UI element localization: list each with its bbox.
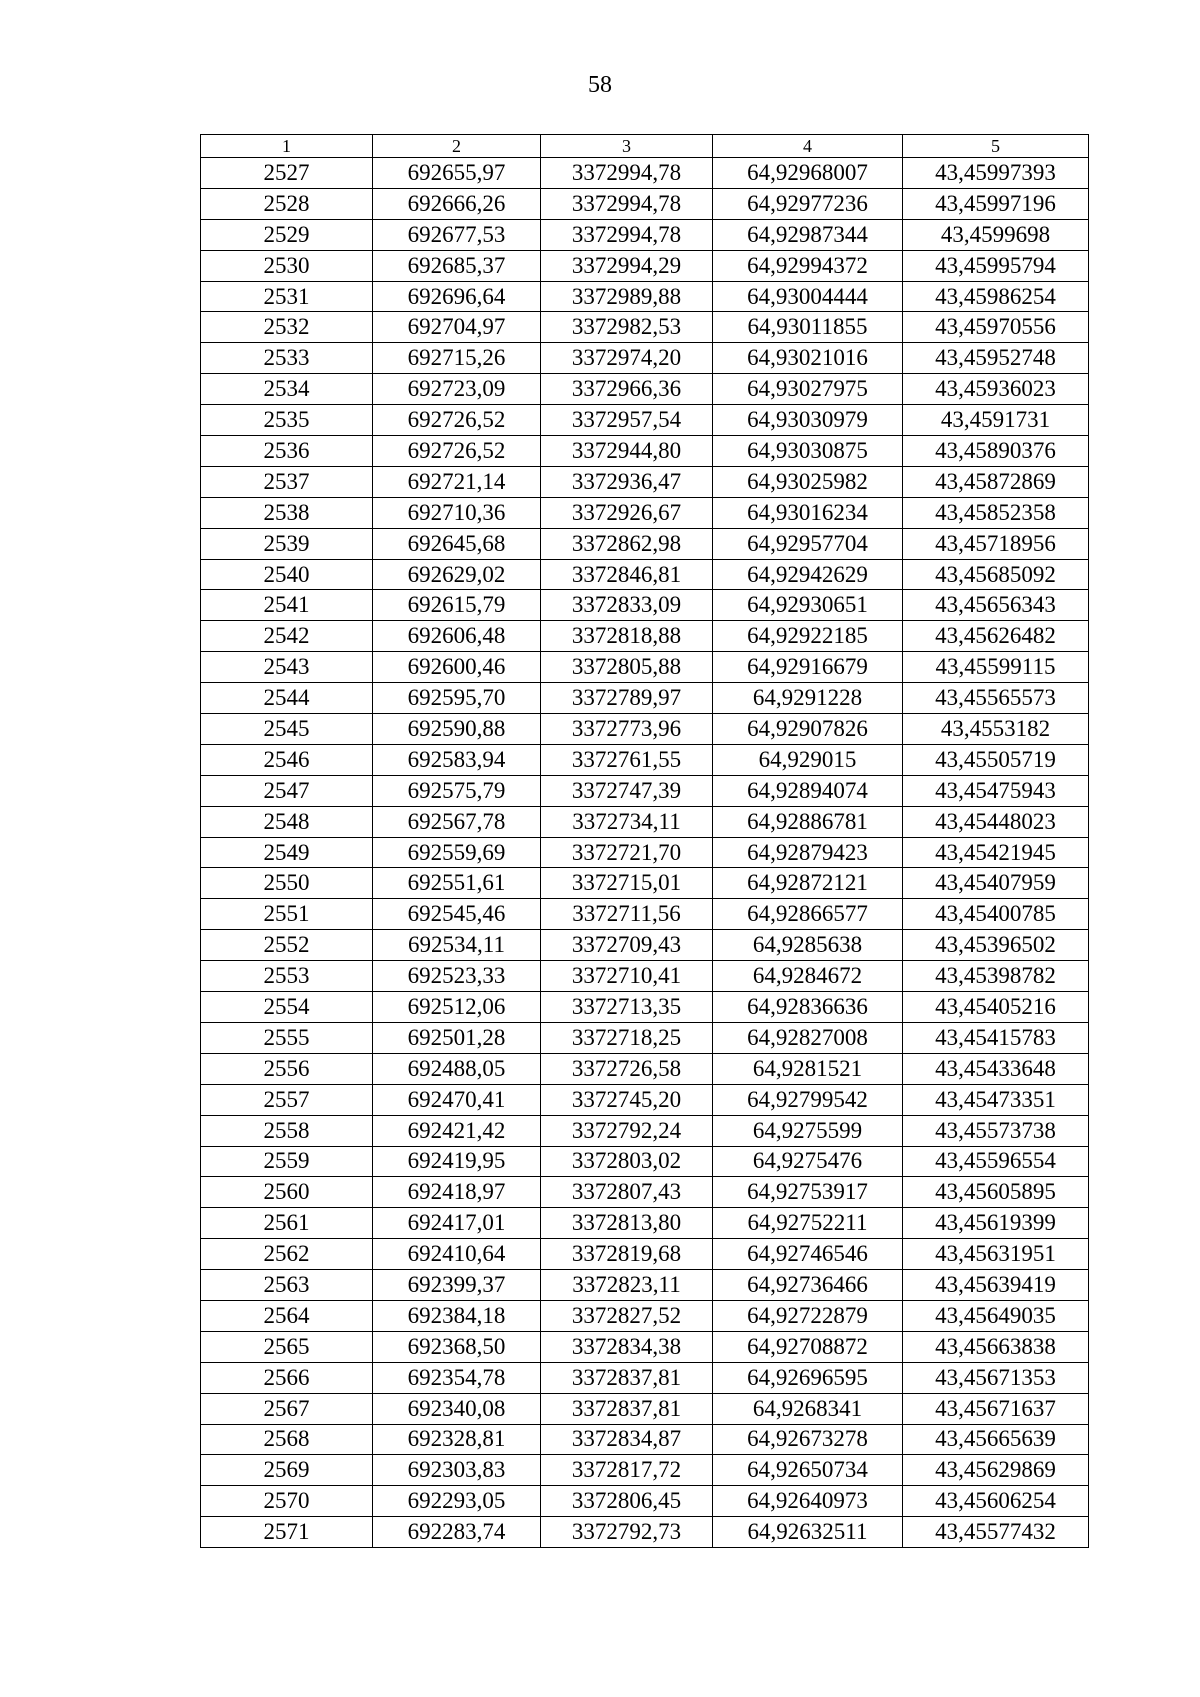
table-cell-col-3: 3372792,24 (541, 1115, 713, 1146)
table-cell-col-5: 43,45407959 (903, 868, 1089, 899)
table-cell-col-1: 2556 (201, 1053, 373, 1084)
table-cell-col-2: 692723,09 (373, 374, 541, 405)
table-cell-col-1: 2530 (201, 250, 373, 281)
table-cell-col-5: 43,45565573 (903, 683, 1089, 714)
column-header-3: 3 (541, 135, 713, 158)
table-cell-col-5: 43,45872869 (903, 466, 1089, 497)
table-cell-col-4: 64,92879423 (713, 837, 903, 868)
table-cell-col-4: 64,92994372 (713, 250, 903, 281)
table-cell-col-3: 3372710,41 (541, 961, 713, 992)
table-header (201, 135, 1089, 158)
table-cell-col-2: 692551,61 (373, 868, 541, 899)
table-cell-col-5: 43,45599115 (903, 652, 1089, 683)
table-cell-col-2: 692501,28 (373, 1022, 541, 1053)
table-cell-col-1: 2553 (201, 961, 373, 992)
column-header-4: 4 (713, 135, 903, 158)
table-cell-col-3: 3372805,88 (541, 652, 713, 683)
table-cell-col-5: 43,45936023 (903, 374, 1089, 405)
table-cell-col-5: 43,45665639 (903, 1424, 1089, 1455)
table-cell-col-2: 692328,81 (373, 1424, 541, 1455)
table-cell-col-2: 692340,08 (373, 1393, 541, 1424)
table-cell-col-2: 692545,46 (373, 899, 541, 930)
table-cell-col-1: 2529 (201, 219, 373, 250)
table-cell-col-4: 64,93021016 (713, 343, 903, 374)
table-cell-col-4: 64,92968007 (713, 158, 903, 189)
table-cell-col-2: 692645,68 (373, 528, 541, 559)
table-cell-col-2: 692384,18 (373, 1300, 541, 1331)
table-row (201, 1331, 1089, 1362)
table-cell-col-3: 3372994,78 (541, 219, 713, 250)
table-cell-col-1: 2538 (201, 497, 373, 528)
table-row (201, 992, 1089, 1023)
table-cell-col-3: 3372966,36 (541, 374, 713, 405)
table-cell-col-3: 3372837,81 (541, 1393, 713, 1424)
table-cell-col-5: 43,45433648 (903, 1053, 1089, 1084)
table-row (201, 621, 1089, 652)
table-cell-col-5: 43,45663838 (903, 1331, 1089, 1362)
table-cell-col-4: 64,93016234 (713, 497, 903, 528)
table-row (201, 559, 1089, 590)
table-cell-col-2: 692696,64 (373, 281, 541, 312)
table-cell-col-4: 64,92866577 (713, 899, 903, 930)
table-cell-col-5: 43,45649035 (903, 1300, 1089, 1331)
table-cell-col-5: 43,4599698 (903, 219, 1089, 250)
table-cell-col-5: 43,45505719 (903, 744, 1089, 775)
table-cell-col-2: 692368,50 (373, 1331, 541, 1362)
table-cell-col-2: 692655,97 (373, 158, 541, 189)
table-cell-col-4: 64,92753917 (713, 1177, 903, 1208)
table-row (201, 405, 1089, 436)
table-cell-col-1: 2564 (201, 1300, 373, 1331)
table-cell-col-1: 2567 (201, 1393, 373, 1424)
table-cell-col-5: 43,4553182 (903, 714, 1089, 745)
table-cell-col-3: 3372745,20 (541, 1084, 713, 1115)
table-cell-col-3: 3372734,11 (541, 806, 713, 837)
table-cell-col-1: 2550 (201, 868, 373, 899)
table-cell-col-2: 692399,37 (373, 1270, 541, 1301)
table-cell-col-4: 64,92736466 (713, 1270, 903, 1301)
table-cell-col-3: 3372926,67 (541, 497, 713, 528)
table-cell-col-1: 2536 (201, 436, 373, 467)
table-cell-col-3: 3372989,88 (541, 281, 713, 312)
table-cell-col-4: 64,92827008 (713, 1022, 903, 1053)
table-cell-col-3: 3372936,47 (541, 466, 713, 497)
table-cell-col-5: 43,45606254 (903, 1486, 1089, 1517)
table-cell-col-2: 692421,42 (373, 1115, 541, 1146)
table-cell-col-1: 2542 (201, 621, 373, 652)
column-header-2: 2 (373, 135, 541, 158)
header-row (201, 135, 1089, 158)
table-cell-col-4: 64,9284672 (713, 961, 903, 992)
table-cell-col-3: 3372818,88 (541, 621, 713, 652)
table-row (201, 1486, 1089, 1517)
table-cell-col-2: 692410,64 (373, 1239, 541, 1270)
table-cell-col-3: 3372982,53 (541, 312, 713, 343)
table-cell-col-5: 43,45718956 (903, 528, 1089, 559)
table-cell-col-1: 2537 (201, 466, 373, 497)
table-cell-col-2: 692417,01 (373, 1208, 541, 1239)
table-row (201, 683, 1089, 714)
table-row (201, 1146, 1089, 1177)
table-cell-col-1: 2557 (201, 1084, 373, 1115)
table-cell-col-3: 3372974,20 (541, 343, 713, 374)
table-cell-col-4: 64,93004444 (713, 281, 903, 312)
table-row (201, 652, 1089, 683)
table-cell-col-1: 2552 (201, 930, 373, 961)
table-cell-col-1: 2534 (201, 374, 373, 405)
table-cell-col-4: 64,9275476 (713, 1146, 903, 1177)
table-cell-col-2: 692293,05 (373, 1486, 541, 1517)
table-cell-col-4: 64,92752211 (713, 1208, 903, 1239)
table-cell-col-1: 2546 (201, 744, 373, 775)
table-cell-col-2: 692590,88 (373, 714, 541, 745)
table-cell-col-4: 64,93011855 (713, 312, 903, 343)
table-cell-col-5: 43,45448023 (903, 806, 1089, 837)
table-cell-col-2: 692354,78 (373, 1362, 541, 1393)
table-cell-col-4: 64,93030875 (713, 436, 903, 467)
table-row (201, 1393, 1089, 1424)
table-cell-col-3: 3372994,78 (541, 158, 713, 189)
table-cell-col-5: 43,45473351 (903, 1084, 1089, 1115)
table-cell-col-1: 2528 (201, 188, 373, 219)
table-cell-col-5: 43,45475943 (903, 775, 1089, 806)
table-cell-col-4: 64,92872121 (713, 868, 903, 899)
table-cell-col-1: 2527 (201, 158, 373, 189)
table-cell-col-5: 43,45619399 (903, 1208, 1089, 1239)
table-row (201, 930, 1089, 961)
table-cell-col-4: 64,9268341 (713, 1393, 903, 1424)
table-row (201, 219, 1089, 250)
table-row (201, 899, 1089, 930)
table-cell-col-3: 3372957,54 (541, 405, 713, 436)
table-cell-col-3: 3372994,78 (541, 188, 713, 219)
table-row (201, 1270, 1089, 1301)
table-cell-col-2: 692303,83 (373, 1455, 541, 1486)
table-cell-col-5: 43,45577432 (903, 1517, 1089, 1548)
table-cell-col-2: 692583,94 (373, 744, 541, 775)
table-cell-col-5: 43,45629869 (903, 1455, 1089, 1486)
table-cell-col-1: 2561 (201, 1208, 373, 1239)
coordinates-table (200, 134, 1089, 1548)
table-cell-col-4: 64,9285638 (713, 930, 903, 961)
table-cell-col-5: 43,45596554 (903, 1146, 1089, 1177)
table-cell-col-4: 64,92942629 (713, 559, 903, 590)
table-cell-col-1: 2570 (201, 1486, 373, 1517)
table-cell-col-1: 2569 (201, 1455, 373, 1486)
table-cell-col-2: 692534,11 (373, 930, 541, 961)
table-cell-col-3: 3372833,09 (541, 590, 713, 621)
table-cell-col-4: 64,92836636 (713, 992, 903, 1023)
table-cell-col-4: 64,92977236 (713, 188, 903, 219)
table-body (201, 158, 1089, 1548)
table-cell-col-1: 2563 (201, 1270, 373, 1301)
table-cell-col-2: 692615,79 (373, 590, 541, 621)
table-cell-col-1: 2535 (201, 405, 373, 436)
table-cell-col-3: 3372761,55 (541, 744, 713, 775)
table-cell-col-4: 64,92708872 (713, 1331, 903, 1362)
table-row (201, 1455, 1089, 1486)
table-cell-col-2: 692418,97 (373, 1177, 541, 1208)
table-cell-col-4: 64,92640973 (713, 1486, 903, 1517)
table-cell-col-4: 64,92632511 (713, 1517, 903, 1548)
table-cell-col-3: 3372711,56 (541, 899, 713, 930)
table-cell-col-4: 64,92987344 (713, 219, 903, 250)
table-cell-col-3: 3372803,02 (541, 1146, 713, 1177)
table-cell-col-4: 64,92673278 (713, 1424, 903, 1455)
table-cell-col-2: 692721,14 (373, 466, 541, 497)
table-cell-col-1: 2568 (201, 1424, 373, 1455)
table-cell-col-2: 692600,46 (373, 652, 541, 683)
table-cell-col-3: 3372834,87 (541, 1424, 713, 1455)
table-cell-col-3: 3372713,35 (541, 992, 713, 1023)
table-row (201, 1053, 1089, 1084)
table-cell-col-1: 2551 (201, 899, 373, 930)
table-cell-col-2: 692512,06 (373, 992, 541, 1023)
table-cell-col-5: 43,45997196 (903, 188, 1089, 219)
table-cell-col-2: 692606,48 (373, 621, 541, 652)
table-cell-col-4: 64,93027975 (713, 374, 903, 405)
table-cell-col-5: 43,45997393 (903, 158, 1089, 189)
table-row (201, 961, 1089, 992)
table-row (201, 312, 1089, 343)
table-cell-col-1: 2549 (201, 837, 373, 868)
table-cell-col-1: 2566 (201, 1362, 373, 1393)
table-row (201, 528, 1089, 559)
table-row (201, 250, 1089, 281)
table-cell-col-4: 64,9291228 (713, 683, 903, 714)
table-cell-col-1: 2565 (201, 1331, 373, 1362)
table-row (201, 188, 1089, 219)
table-cell-col-3: 3372806,45 (541, 1486, 713, 1517)
table-cell-col-5: 43,4591731 (903, 405, 1089, 436)
table-cell-col-2: 692470,41 (373, 1084, 541, 1115)
table-cell-col-5: 43,45421945 (903, 837, 1089, 868)
table-cell-col-1: 2544 (201, 683, 373, 714)
table-cell-col-1: 2543 (201, 652, 373, 683)
table-row (201, 1300, 1089, 1331)
table-row (201, 1177, 1089, 1208)
table-cell-col-2: 692595,70 (373, 683, 541, 714)
table-cell-col-5: 43,45400785 (903, 899, 1089, 930)
table-row (201, 1022, 1089, 1053)
table-cell-col-5: 43,45639419 (903, 1270, 1089, 1301)
table-cell-col-4: 64,92886781 (713, 806, 903, 837)
table-cell-col-5: 43,45970556 (903, 312, 1089, 343)
table-cell-col-3: 3372827,52 (541, 1300, 713, 1331)
table-cell-col-1: 2540 (201, 559, 373, 590)
table-cell-col-2: 692726,52 (373, 436, 541, 467)
table-row (201, 837, 1089, 868)
table-cell-col-4: 64,92922185 (713, 621, 903, 652)
column-header-1: 1 (201, 135, 373, 158)
table-cell-col-4: 64,92930651 (713, 590, 903, 621)
table-cell-col-3: 3372807,43 (541, 1177, 713, 1208)
table-cell-col-5: 43,45952748 (903, 343, 1089, 374)
table-cell-col-5: 43,45671353 (903, 1362, 1089, 1393)
table-cell-col-1: 2554 (201, 992, 373, 1023)
table-cell-col-2: 692726,52 (373, 405, 541, 436)
table-row (201, 466, 1089, 497)
table-cell-col-2: 692567,78 (373, 806, 541, 837)
table-cell-col-5: 43,45656343 (903, 590, 1089, 621)
table-cell-col-5: 43,45631951 (903, 1239, 1089, 1270)
table-cell-col-5: 43,45605895 (903, 1177, 1089, 1208)
table-cell-col-1: 2571 (201, 1517, 373, 1548)
table-cell-col-3: 3372837,81 (541, 1362, 713, 1393)
table-row (201, 590, 1089, 621)
table-cell-col-5: 43,45398782 (903, 961, 1089, 992)
table-cell-col-4: 64,92799542 (713, 1084, 903, 1115)
table-cell-col-3: 3372944,80 (541, 436, 713, 467)
table-cell-col-5: 43,45573738 (903, 1115, 1089, 1146)
table-cell-col-1: 2545 (201, 714, 373, 745)
table-cell-col-5: 43,45396502 (903, 930, 1089, 961)
table-cell-col-5: 43,45671637 (903, 1393, 1089, 1424)
table-row (201, 343, 1089, 374)
table-cell-col-5: 43,45626482 (903, 621, 1089, 652)
table-cell-col-2: 692677,53 (373, 219, 541, 250)
table-cell-col-5: 43,45986254 (903, 281, 1089, 312)
table-cell-col-4: 64,93025982 (713, 466, 903, 497)
table-cell-col-3: 3372718,25 (541, 1022, 713, 1053)
table-cell-col-4: 64,92916679 (713, 652, 903, 683)
table-row (201, 744, 1089, 775)
table-cell-col-5: 43,45852358 (903, 497, 1089, 528)
table-cell-col-5: 43,45405216 (903, 992, 1089, 1023)
table-row (201, 374, 1089, 405)
table-cell-col-2: 692559,69 (373, 837, 541, 868)
page-number: 58 (588, 72, 612, 98)
table-cell-col-1: 2559 (201, 1146, 373, 1177)
table-cell-col-4: 64,92722879 (713, 1300, 903, 1331)
table-cell-col-3: 3372721,70 (541, 837, 713, 868)
table-cell-col-1: 2548 (201, 806, 373, 837)
table-row (201, 1517, 1089, 1548)
table-row (201, 1115, 1089, 1146)
table-cell-col-1: 2555 (201, 1022, 373, 1053)
table-cell-col-4: 64,92894074 (713, 775, 903, 806)
table-cell-col-4: 64,929015 (713, 744, 903, 775)
table-cell-col-2: 692575,79 (373, 775, 541, 806)
table-cell-col-2: 692715,26 (373, 343, 541, 374)
table-cell-col-3: 3372715,01 (541, 868, 713, 899)
table-row (201, 1424, 1089, 1455)
table-cell-col-1: 2558 (201, 1115, 373, 1146)
table-cell-col-3: 3372994,29 (541, 250, 713, 281)
table-cell-col-1: 2532 (201, 312, 373, 343)
table-row (201, 281, 1089, 312)
table-cell-col-3: 3372773,96 (541, 714, 713, 745)
table-cell-col-3: 3372789,97 (541, 683, 713, 714)
table-cell-col-2: 692666,26 (373, 188, 541, 219)
table-cell-col-4: 64,93030979 (713, 405, 903, 436)
table-cell-col-4: 64,92650734 (713, 1455, 903, 1486)
table-cell-col-1: 2531 (201, 281, 373, 312)
table-cell-col-3: 3372792,73 (541, 1517, 713, 1548)
table-row (201, 1208, 1089, 1239)
table-cell-col-1: 2541 (201, 590, 373, 621)
table-cell-col-2: 692629,02 (373, 559, 541, 590)
table-row (201, 868, 1089, 899)
table-row (201, 1239, 1089, 1270)
table-cell-col-3: 3372813,80 (541, 1208, 713, 1239)
table-cell-col-4: 64,92907826 (713, 714, 903, 745)
table-row (201, 158, 1089, 189)
table-row (201, 1362, 1089, 1393)
table-cell-col-5: 43,45995794 (903, 250, 1089, 281)
table-cell-col-2: 692488,05 (373, 1053, 541, 1084)
table-cell-col-5: 43,45890376 (903, 436, 1089, 467)
table-row (201, 714, 1089, 745)
column-header-5: 5 (903, 135, 1089, 158)
table-row (201, 1084, 1089, 1115)
table-cell-col-4: 64,92696595 (713, 1362, 903, 1393)
table-cell-col-3: 3372709,43 (541, 930, 713, 961)
table-cell-col-3: 3372747,39 (541, 775, 713, 806)
table-cell-col-2: 692419,95 (373, 1146, 541, 1177)
table-cell-col-5: 43,45415783 (903, 1022, 1089, 1053)
table-cell-col-3: 3372817,72 (541, 1455, 713, 1486)
table-cell-col-2: 692710,36 (373, 497, 541, 528)
table-cell-col-4: 64,9275599 (713, 1115, 903, 1146)
table-cell-col-1: 2560 (201, 1177, 373, 1208)
table-cell-col-3: 3372834,38 (541, 1331, 713, 1362)
table-cell-col-2: 692685,37 (373, 250, 541, 281)
table-cell-col-3: 3372819,68 (541, 1239, 713, 1270)
table-row (201, 806, 1089, 837)
table-cell-col-2: 692523,33 (373, 961, 541, 992)
table-cell-col-5: 43,45685092 (903, 559, 1089, 590)
table-cell-col-2: 692704,97 (373, 312, 541, 343)
table-cell-col-4: 64,92957704 (713, 528, 903, 559)
table-row (201, 436, 1089, 467)
table-cell-col-2: 692283,74 (373, 1517, 541, 1548)
table-row (201, 497, 1089, 528)
table-cell-col-4: 64,92746546 (713, 1239, 903, 1270)
table-row (201, 775, 1089, 806)
table-cell-col-1: 2533 (201, 343, 373, 374)
table-cell-col-3: 3372823,11 (541, 1270, 713, 1301)
table-cell-col-1: 2562 (201, 1239, 373, 1270)
table-cell-col-3: 3372726,58 (541, 1053, 713, 1084)
table-cell-col-1: 2539 (201, 528, 373, 559)
table-cell-col-4: 64,9281521 (713, 1053, 903, 1084)
table-cell-col-3: 3372846,81 (541, 559, 713, 590)
table-cell-col-3: 3372862,98 (541, 528, 713, 559)
table-cell-col-1: 2547 (201, 775, 373, 806)
